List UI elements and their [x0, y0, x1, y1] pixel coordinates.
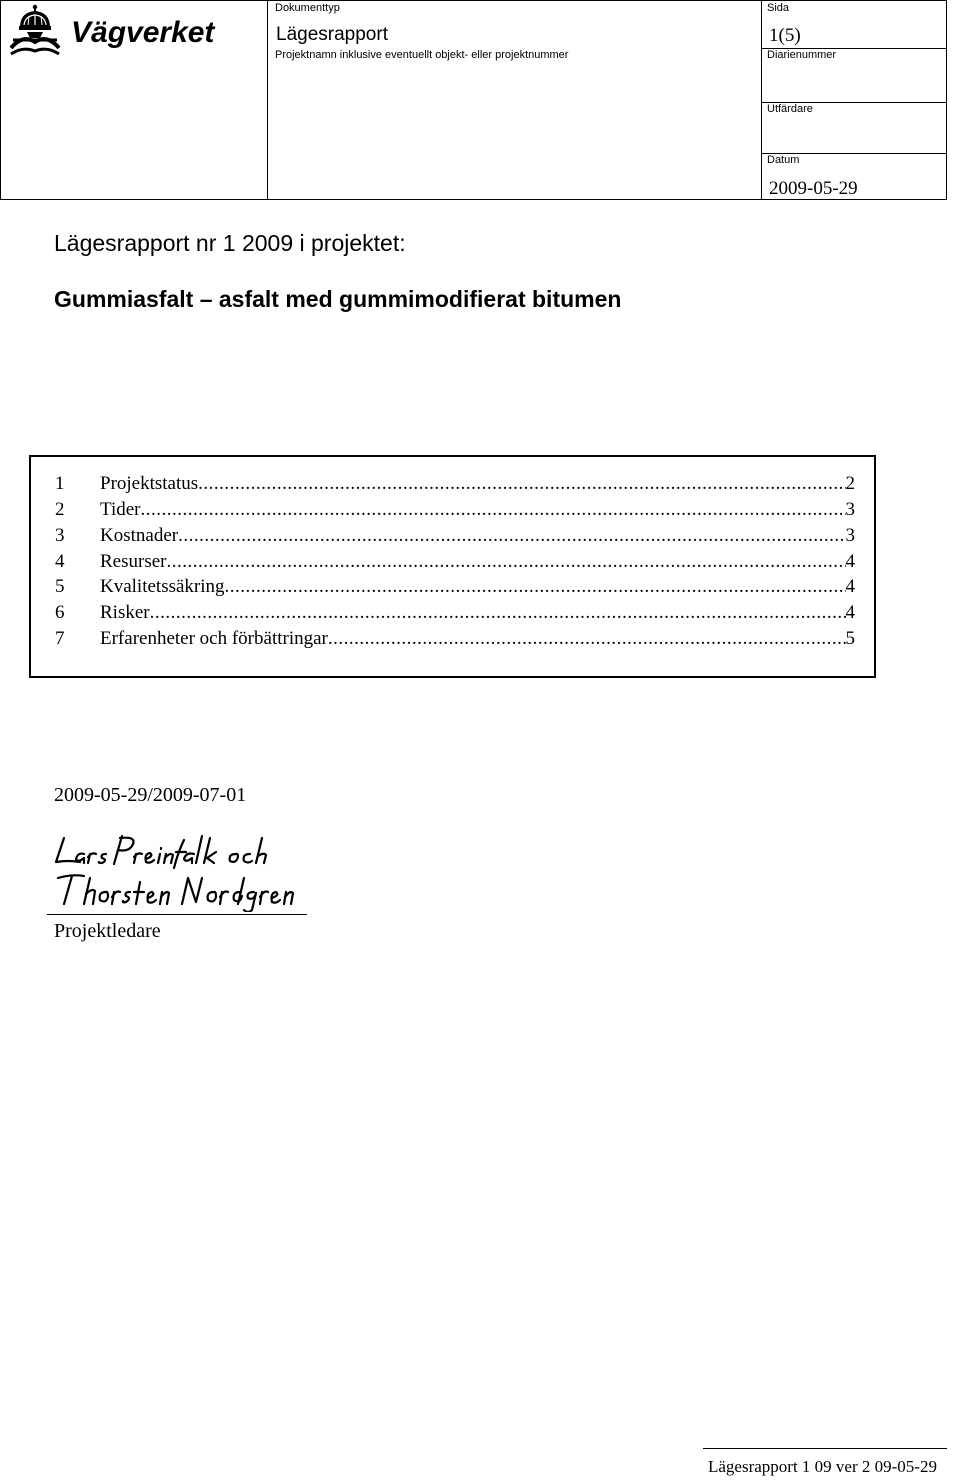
- toc-number: 6: [55, 602, 65, 623]
- toc-entry[interactable]: [55, 600, 855, 625]
- crown-emblem-icon: [9, 4, 61, 56]
- toc-number: 7: [55, 628, 65, 649]
- signature-line: [47, 914, 307, 915]
- toc-page: 3: [845, 525, 855, 546]
- toc-page: 4: [845, 551, 855, 572]
- page-value: 1(5): [769, 25, 801, 46]
- project-title: Gummiasfalt – asfalt med gummimodifierat bitumen: [54, 286, 622, 312]
- toc-number: 4: [55, 551, 65, 572]
- toc-number: 2: [55, 499, 65, 520]
- header-divider: [267, 1, 268, 199]
- signatory-role: Projektledare: [54, 920, 161, 942]
- date-label: Datum: [767, 154, 800, 166]
- issuer-label: Utfärdare: [767, 103, 813, 115]
- toc-entry[interactable]: [55, 497, 855, 522]
- project-name-label: Projektnamn inklusive eventuellt objekt- eller projektnummer: [275, 49, 569, 61]
- toc-leader: [166, 549, 845, 574]
- report-period: 2009-05-29/2009-07-01: [54, 784, 247, 806]
- diary-number-label: Diarienummer: [767, 49, 837, 61]
- footer-rule: [703, 1448, 947, 1449]
- toc-entry[interactable]: [55, 626, 855, 651]
- toc-title: Projektstatus: [100, 473, 199, 494]
- toc-number: 3: [55, 525, 65, 546]
- handwritten-signature: [50, 832, 310, 912]
- toc-title: Tider: [100, 499, 141, 520]
- header-divider: [761, 1, 762, 199]
- toc-entry[interactable]: [55, 574, 855, 599]
- vagverket-logo: [9, 4, 259, 56]
- toc-leader: [150, 600, 846, 625]
- date-value: 2009-05-29: [769, 178, 858, 199]
- toc-page: 4: [845, 576, 855, 597]
- table-of-contents: [29, 455, 876, 678]
- toc-title: Risker: [100, 602, 150, 623]
- logo-wordmark: Vägverket: [71, 16, 215, 49]
- toc-leader: [198, 471, 845, 496]
- toc-title: Kostnader: [100, 525, 179, 546]
- toc-title: Resurser: [100, 551, 167, 572]
- document-footer: Lägesrapport 1 09 ver 2 09-05-29: [708, 1457, 937, 1476]
- report-title: Lägesrapport nr 1 2009 i projektet:: [54, 230, 406, 256]
- doc-type-label: Dokumenttyp: [275, 2, 340, 14]
- toc-page: 4: [845, 602, 855, 623]
- toc-leader: [140, 497, 845, 522]
- toc-number: 1: [55, 473, 65, 494]
- document-header: [0, 0, 947, 200]
- toc-number: 5: [55, 576, 65, 597]
- toc-page: 5: [845, 628, 855, 649]
- toc-leader: [178, 523, 845, 548]
- toc-title: Kvalitetssäkring: [100, 576, 225, 597]
- toc-leader: [328, 626, 846, 651]
- toc-entry[interactable]: [55, 471, 855, 496]
- page-label: Sida: [767, 2, 790, 14]
- toc-entry[interactable]: [55, 549, 855, 574]
- toc-leader: [225, 574, 846, 599]
- toc-page: 2: [845, 473, 855, 494]
- doc-type-value: Lägesrapport: [276, 24, 388, 45]
- toc-title: Erfarenheter och förbättringar: [100, 628, 328, 649]
- toc-entry[interactable]: [55, 523, 855, 548]
- toc-page: 3: [845, 499, 855, 520]
